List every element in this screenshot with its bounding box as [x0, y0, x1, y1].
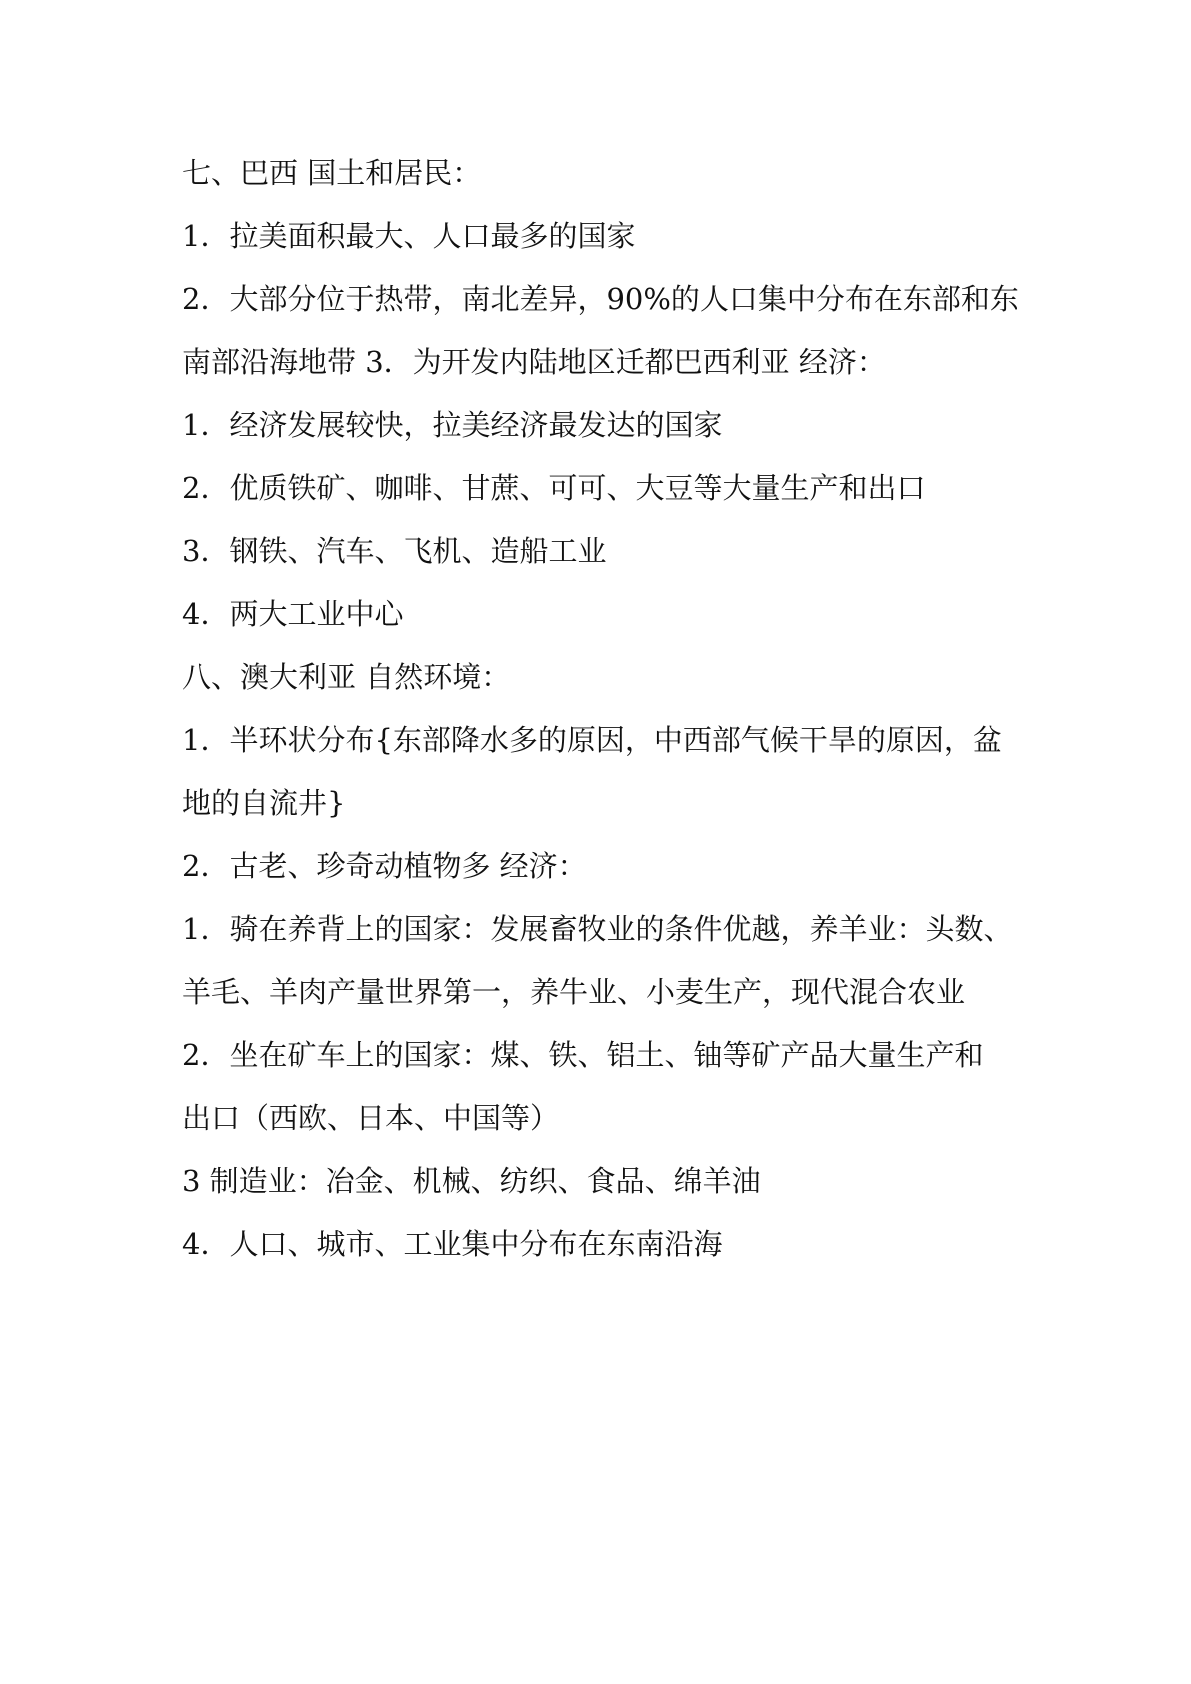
heading-brazil: 七、巴西 国土和居民： [182, 156, 482, 190]
text-line: 2．优质铁矿、咖啡、甘蔗、可可、大豆等大量生产和出口 [182, 471, 926, 505]
text-line: 3 制造业：冶金、机械、纺织、食品、绵羊油 [182, 1164, 761, 1198]
text-line: 1．骑在养背上的国家：发展畜牧业的条件优越，养羊业：头数、 [182, 912, 1013, 946]
text-line: 2．大部分位于热带，南北差异，90%的人口集中分布在东部和东 [182, 282, 1019, 316]
text-line: 3．钢铁、汽车、飞机、造船工业 [182, 534, 607, 568]
text-line: 1．拉美面积最大、人口最多的国家 [182, 219, 636, 253]
text-line: 羊毛、羊肉产量世界第一，养牛业、小麦生产，现代混合农业 [182, 975, 966, 1009]
text-line: 2．坐在矿车上的国家：煤、铁、铝土、铀等矿产品大量生产和 [182, 1038, 984, 1072]
text-line: 地的自流井} [182, 786, 346, 820]
text-line: 1．半环状分布{东部降水多的原因，中西部气候干旱的原因，盆 [182, 723, 1002, 757]
text-line: 2．古老、珍奇动植物多 经济： [182, 849, 587, 883]
document-body [182, 142, 1022, 1276]
text-line: 4．人口、城市、工业集中分布在东南沿海 [182, 1227, 723, 1261]
text-line: 1．经济发展较快，拉美经济最发达的国家 [182, 408, 723, 442]
text-line: 4．两大工业中心 [182, 597, 404, 631]
text-line: 出口（西欧、日本、中国等） [182, 1101, 560, 1135]
text-line: 南部沿海地带 3．为开发内陆地区迁都巴西利亚 经济： [182, 345, 886, 379]
heading-australia: 八、澳大利亚 自然环境： [182, 660, 511, 694]
